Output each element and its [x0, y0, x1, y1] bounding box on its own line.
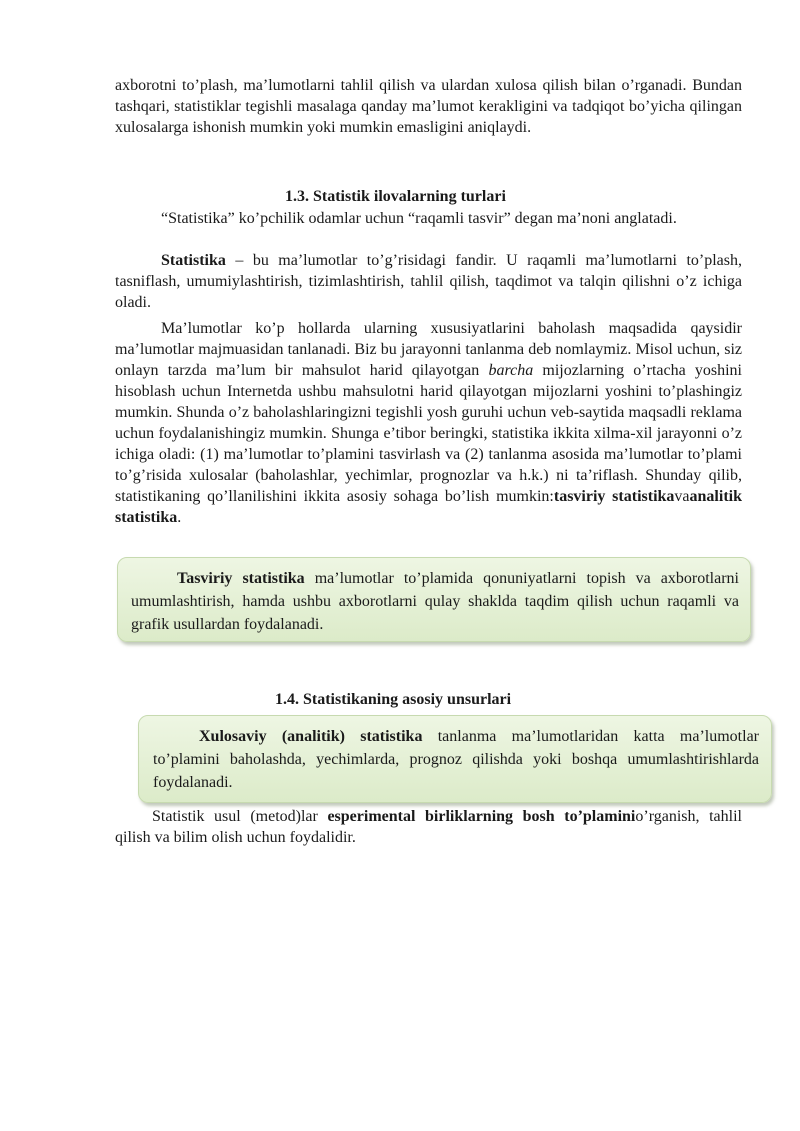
term-tasviriy: tasviriy statistika: [553, 488, 675, 505]
sampling-paragraph: [115, 318, 742, 528]
sampling-text-2: mijozlarning o’rtacha yoshini hisoblash uchun Internetda ushbu mahsulotni harid qilayotgan mijozlarni yoshini to’plashingiz mumkin. Shunda o’z baholashlaringizni tegishli yosh guruhi uchun veb-saytida maqsadli reklama uchun foydalanishingiz mumkin. Shunga e’tibor beringki, statistika ikkita xilma-xil jarayonni o’z ichiga oladi: (1) ma’lumotlar to’plamini tasvirlash va (2) tanlanma asosida ma’lumotlar to’plami to’g’risida xulosalar (baholashlar, yechimlar, prognozlar va h.k.) ni ta’riflash. Shunday qilib, statistikaning qo’llanilishini ikkita asosiy sohaga bo’lish mumkin:: [115, 362, 743, 505]
intro-paragraph: axborotni to’plash, ma’lumotlarni tahlil qilish va ulardan xulosa qilish bilan o’rganadi. Bundan tashqari, statistiklar tegishli masalaga qanday ma’lumot kerakligini va tadqiqot bo’yicha qilingan xulosalarga ishonish mumkin yoki mumkin emasligini aniqlaydi.: [115, 77, 742, 136]
final-paragraph: [115, 806, 742, 848]
italic-barcha: barcha: [488, 362, 534, 379]
tasviriy-box-text: [131, 567, 739, 636]
tasviriy-definition-text: ma’lumotlar to’plamida qonuniyatlarni topish va axborotlarni umumlashtirish, hamda ushbu axborotlarni qulay shaklda taqdim qilish uchun raqamli va grafik usullardan foydalanadi.: [131, 570, 739, 633]
term-bosh-toplam: esperimental birliklarning bosh to’plamini: [327, 808, 636, 825]
xulosaviy-box-text: [153, 725, 759, 794]
section-heading-1-3: 1.3. Statistik ilovalarning turlari: [285, 188, 506, 205]
tasviriy-statistika-box: [117, 557, 751, 642]
xulosaviy-statistika-box: [138, 715, 772, 803]
term-analitik: analitik statistika: [115, 488, 742, 526]
xulosaviy-definition-text: tanlanma ma’lumotlaridan katta ma’lumotlar to’plamini baholashda, yechimlarda, prognoz qilishda yoki boshqa umumlashtirishlarda foydalanadi.: [153, 728, 760, 791]
statistika-definition-paragraph: [115, 250, 742, 313]
sampling-end: .: [177, 509, 182, 526]
conjunction-va: va: [674, 488, 690, 505]
final-text-1: Statistik usul (metod)lar: [152, 808, 328, 825]
sampling-text-1: Ma’lumotlar ko’p hollarda ularning xususiyatlarini baholash maqsadida qaysidir ma’lumotlar majmuasidan tanlanadi. Biz bu jarayonni tanlanma deb nomlaymiz. Misol uchun, siz onlayn tarzda ma’lum bir mahsulot harid qilayotgan: [115, 320, 742, 379]
term-xulosaviy-statistika: Xulosaviy (analitik) statistika: [199, 728, 423, 745]
statistika-quote-paragraph: “Statistika” ko’pchilik odamlar uchun “raqamli tasvir” degan ma’noni anglatadi.: [161, 210, 677, 227]
term-tasviriy-statistika: Tasviriy statistika: [177, 570, 305, 587]
statistika-definition-text: – bu ma’lumotlar to’g’risidagi fandir. U raqamli ma’lumotlarni to’plash, tasniflash, umumiylashtirish, tizimlashtirish, tahlil qilish, taqdimot va talqin qilishni o’z ichiga oladi.: [115, 252, 742, 311]
section-heading-1-4: 1.4. Statistikaning asosiy unsurlari: [275, 691, 512, 708]
term-statistika: Statistika: [161, 252, 226, 269]
final-text-2: o’rganish, tahlil qilish va bilim olish uchun foydalidir.: [115, 808, 742, 846]
